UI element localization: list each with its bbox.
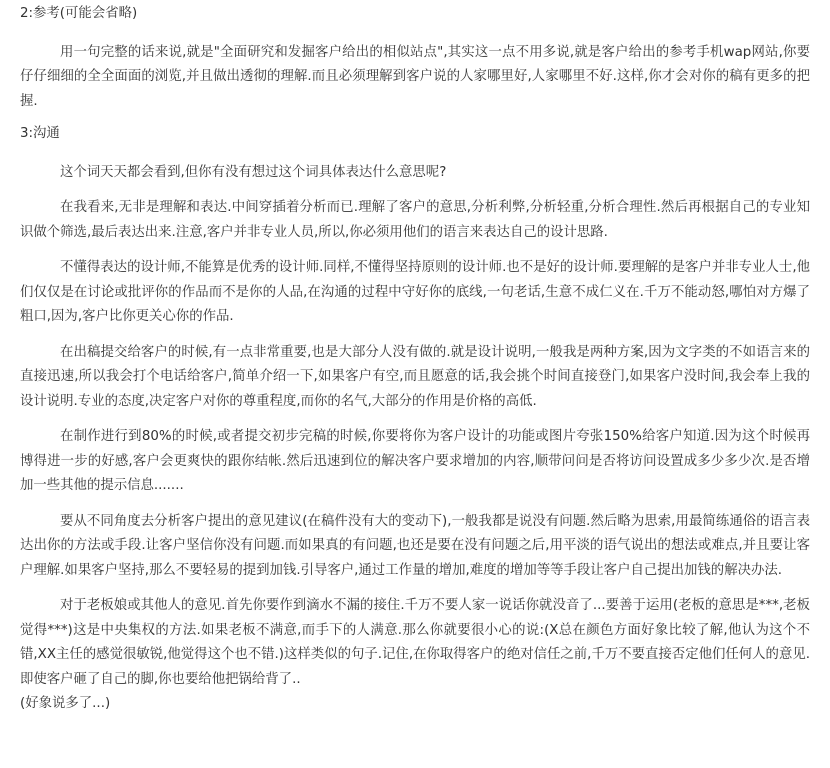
- section-heading-reference: 2:参考(可能会省略): [20, 6, 138, 21]
- closing-note: (好象说多了...): [20, 696, 111, 711]
- paragraph-communication-5: 在制作进行到80%的时候,或者提交初步完稿的时候,你要将你为客户设计的功能或图片夸张150%给客户知道.因为这个时候再博得进一步的好感,客户会更爽快的跟你结帐.然后迅速到位的解决客户要求增加的内容,顺带问问是否将访问设置成多少多少次.是否增加一些其他的提示信息.......: [20, 429, 810, 493]
- section-heading-communication: 3:沟通: [20, 126, 60, 141]
- paragraph-communication-7: 对于老板娘或其他人的意见.首先你要作到滴水不漏的接住.千万不要人家一说话你就没音了...要善于运用(老板的意思是***,老板觉得***)这是中央集权的方法.如果老板不满意,而手下的人满意.那么你就要很小心的说:(X总在颜色方面好象比较了解,他认为这个不错,XX主任的感觉很敏锐,他觉得这个也不错.)这样类似的句子.记住,在你取得客户的绝对信任之前,千万不要直接否定他们任何人的意见.即使客户砸了自己的脚,你也要给他把锅给背了..: [20, 598, 810, 687]
- paragraph-communication-2: 在我看来,无非是理解和表达.中间穿插着分析而已.理解了客户的意思,分析利弊,分析轻重,分析合理性.然后再根据自己的专业知识做个筛选,最后表达出来.注意,客户并非专业人员,所以,你必须用他们的语言来表达自己的设计思路.: [20, 200, 810, 240]
- paragraph-communication-1: 这个词天天都会看到,但你有没有想过这个词具体表达什么意思呢?: [60, 164, 447, 180]
- paragraph-reference: 用一句完整的话来说,就是"全面研究和发掘客户给出的相似站点",其实这一点不用多说,就是客户给出的参考手机wap网站,你要仔仔细细的全全面面的浏览,并且做出透彻的理解.而且必须理解到客户说的人家哪里好,人家哪里不好.这样,你才会对你的稿有更多的把握.: [20, 44, 810, 109]
- paragraph-communication-4: 在出稿提交给客户的时候,有一点非常重要,也是大部分人没有做的.就是设计说明,一般我是两种方案,因为文字类的不如语言来的直接迅速,所以我会打个电话给客户,简单介绍一下,如果客户有空,而且愿意的话,我会挑个时间直接登门,如果客户没时间,我会奉上我的设计说明.专业的态度,决定客户对你的尊重程度,而你的名气,大部分的作用是价格的高低.: [20, 344, 810, 409]
- paragraph-communication-3: 不懂得表达的设计师,不能算是优秀的设计师.同样,不懂得坚持原则的设计师.也不是好的设计师.要理解的是客户并非专业人士,他们仅仅是在讨论或批评你的作品而不是你的人品,在沟通的过程中守好你的底线,一句老话,生意不成仁义在.千万不能动怒,哪怕对方爆了粗口,因为,客户比你更关心你的作品.: [20, 260, 810, 324]
- paragraph-communication-6: 要从不同角度去分析客户提出的意见建议(在稿件没有大的变动下),一般我都是说没有问题.然后略为思索,用最简练通俗的语言表达出你的方法或手段.让客户坚信你没有问题.而如果真的有问题,也还是要在没有问题之后,用平淡的语气说出的想法或难点,并且要让客户理解.如果客户坚持,那么不要轻易的提到加钱.引导客户,通过工作量的增加,难度的增加等等手段让客户自己提出加钱的解决办法.: [20, 513, 810, 578]
- article-body: [20, 0, 810, 717]
